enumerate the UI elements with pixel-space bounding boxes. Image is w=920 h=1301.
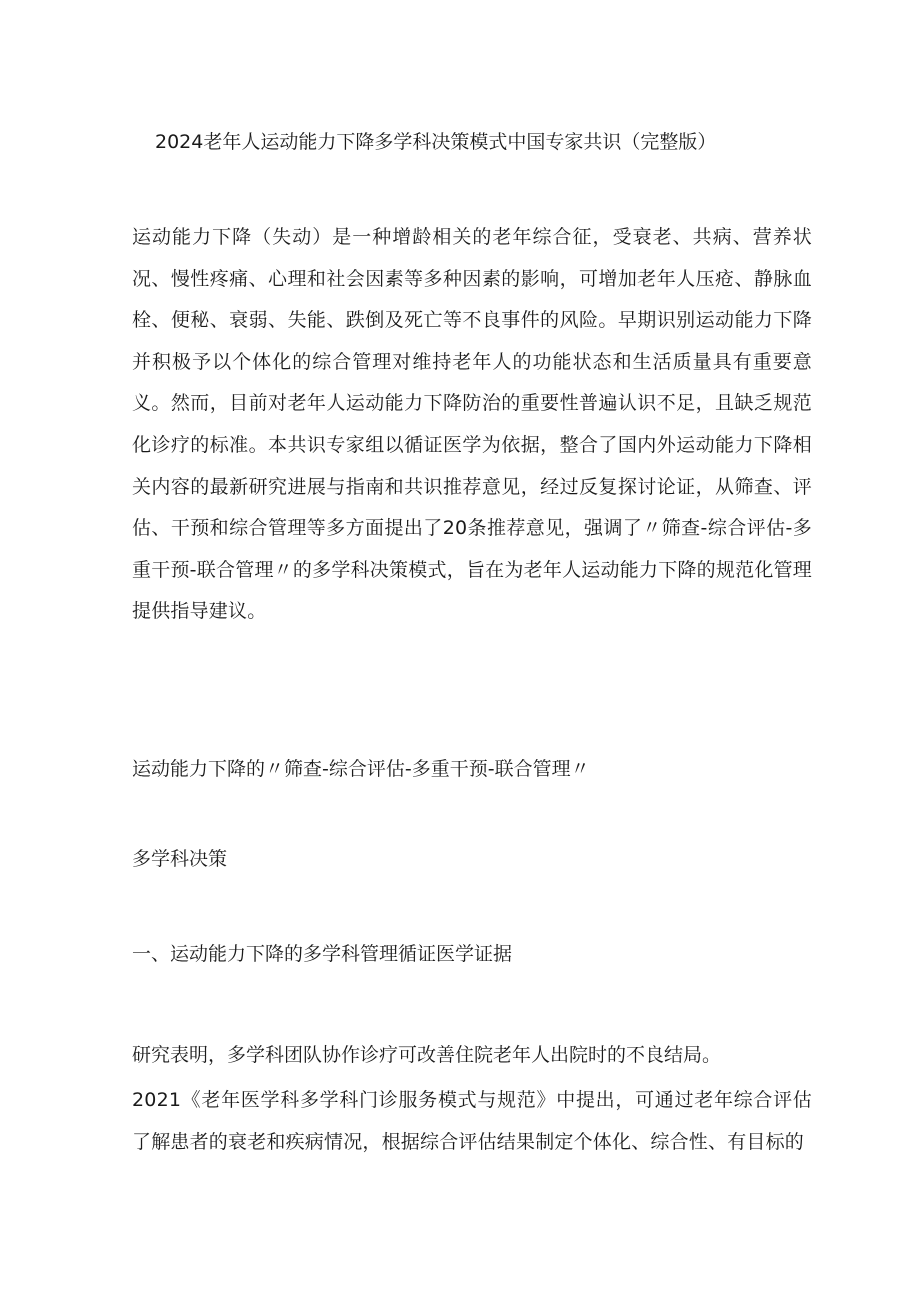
section-paragraph: 2021《老年医学科多学科门诊服务模式与规范》中提出，可通过老年综合评估了解患者的衰老和疾病情况，根据综合评估结果制定个体化、综合性、有目标的 [132,1089,812,1153]
section-heading: 一、运动能力下降的多学科管理循证医学证据 [132,943,513,965]
intro-paragraph: 运动能力下降（失动）是一种增龄相关的老年综合征，受衰老、共病、营养状况、慢性疼痛、心理和社会因素等多种因素的影响，可增加老年人压疮、静脉血栓、便秘、衰弱、失能、跌倒及死亡等不良事件的风险。早期识别运动能力下降并积极予以个体化的综合管理对维持老年人的功能状态和生活质量具有重要意义。然而，目前对老年人运动能力下降防治的重要性普遍认识不足，且缺乏规范化诊疗的标准。本共识专家组以循证医学为依据，整合了国内外运动能力下降相关内容的最新研究进展与指南和共识推荐意见，经过反复探讨论证，从筛查、评估、干预和综合管理等多方面提出了20条推荐意见，强调了〃筛查-综合评估-多重干预-联合管理〃的多学科决策模式，旨在为老年人运动能力下降的规范化管理提供指导建议。 [132,226,812,623]
decision-heading: 多学科决策 [132,848,228,870]
model-heading: 运动能力下降的〃筛查-综合评估-多重干预-联合管理〃 [132,758,590,780]
section-paragraph: 研究表明，多学科团队协作诊疗可改善住院老年人出院时的不良结局。 [132,1044,722,1066]
document-title: 2024老年人运动能力下降多学科决策模式中国专家共识（完整版） [155,131,717,153]
